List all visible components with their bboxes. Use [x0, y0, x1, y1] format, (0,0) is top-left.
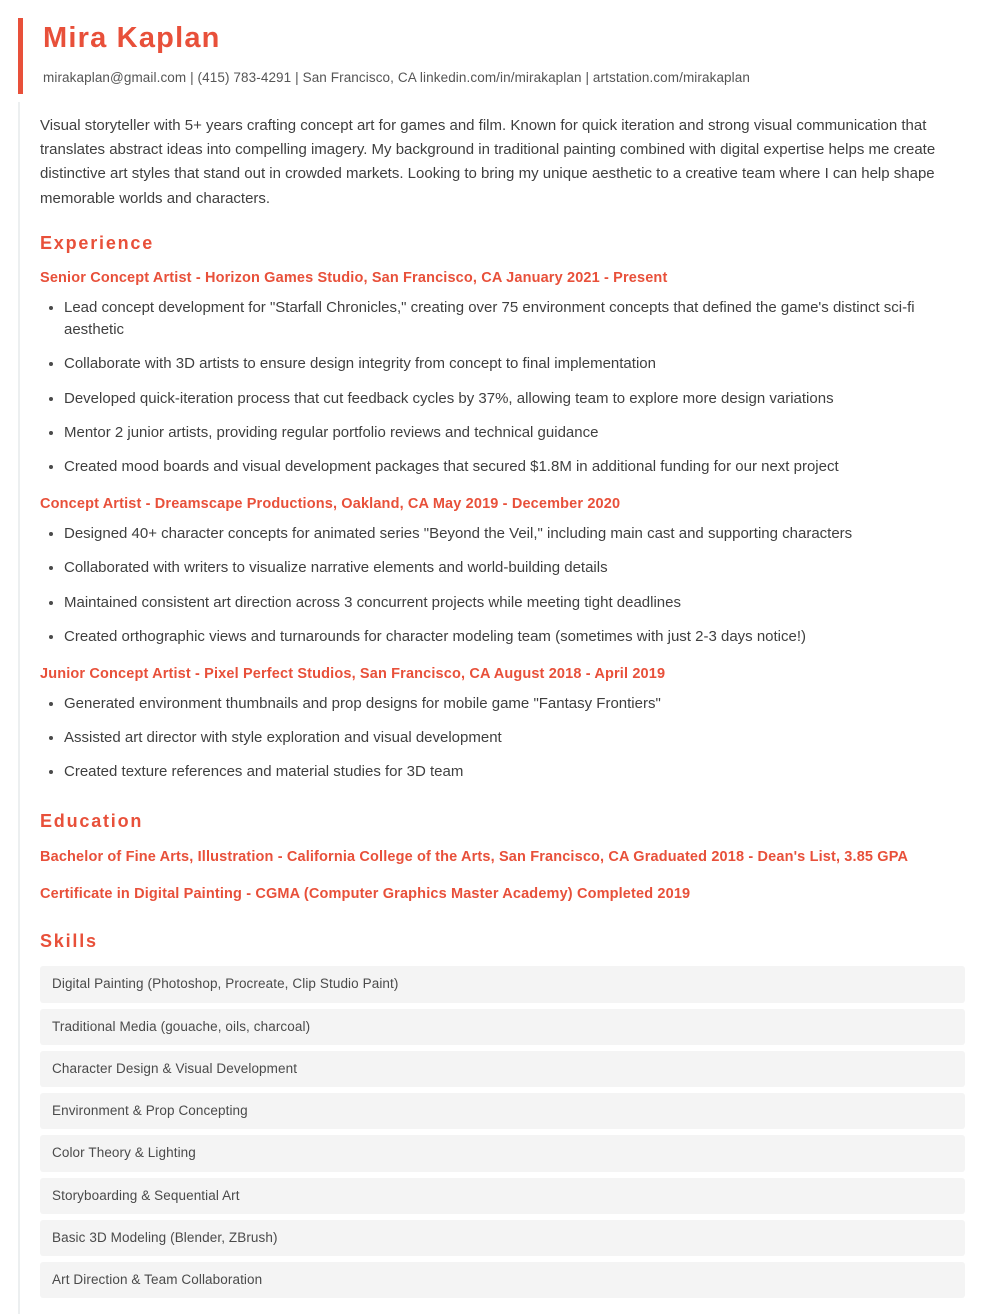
skills-section-title: Skills — [40, 931, 98, 952]
skill-pill: Digital Painting (Photoshop, Procreate, Clip Studio Paint) — [40, 966, 965, 1002]
skill-pill: Storyboarding & Sequential Art — [40, 1178, 965, 1214]
job-heading: Senior Concept Artist - Horizon Games Studio, San Francisco, CA January 2021 - Present — [40, 270, 668, 286]
skill-pill: Basic 3D Modeling (Blender, ZBrush) — [40, 1220, 965, 1256]
experience-section — [18, 217, 965, 795]
skills-item-list — [40, 966, 965, 1298]
education-item: Bachelor of Fine Arts, Illustration - California College of the Arts, San Francisco, CA Graduated 2018 - Dean's List, 3.85 GPA — [40, 849, 909, 866]
experience-section-title: Experience — [40, 233, 155, 253]
education-section-title: Education — [40, 811, 144, 832]
job-bullet-list — [40, 693, 965, 784]
resume-header — [18, 18, 965, 94]
summary-text: Visual storyteller with 5+ years crafting concept art for games and film. Known for quick iteration and strong visual communication that translates abstract ideas into compelling imagery. My background in traditional painting combined with digital expertise helps me create distinctive art styles that stand out in crowded markets. Looking to bring my unique aesthetic to a creative team where I can help shape memorable worlds and characters. — [40, 116, 936, 207]
experience-job-list — [40, 268, 965, 783]
experience-job — [40, 268, 965, 478]
job-bullet-list — [40, 297, 965, 478]
education-section — [18, 795, 965, 915]
job-bullet: Lead concept development for "Starfall Chronicles," creating over 75 environment concepts that defined the game's distinct sci-fi aesthetic — [62, 297, 965, 341]
job-bullet: Created texture references and material studies for 3D team — [62, 761, 965, 783]
skill-pill: Art Direction & Team Collaboration — [40, 1262, 965, 1298]
job-bullet: Created orthographic views and turnarounds for character modeling team (sometimes with just 2-3 days notice!) — [62, 626, 965, 648]
job-heading: Concept Artist - Dreamscape Productions, Oakland, CA May 2019 - December 2020 — [40, 496, 621, 513]
summary-section — [18, 102, 965, 217]
job-bullet: Collaborate with 3D artists to ensure design integrity from concept to final implementation — [62, 353, 965, 375]
skill-pill: Character Design & Visual Development — [40, 1051, 965, 1087]
contact-line: mirakaplan@gmail.com | (415) 783-4291 | San Francisco, CA linkedin.com/in/mirakaplan | artstation.com/mirakaplan — [43, 70, 750, 86]
education-item-list — [40, 846, 965, 905]
job-bullet: Created mood boards and visual development packages that secured $1.8M in additional funding for our next project — [62, 456, 965, 478]
experience-job — [40, 494, 965, 648]
skills-section — [18, 915, 965, 1314]
job-bullet-list — [40, 523, 965, 648]
job-bullet: Designed 40+ character concepts for animated series "Beyond the Veil," including main cast and supporting characters — [62, 523, 965, 545]
job-bullet: Maintained consistent art direction across 3 concurrent projects while meeting tight deadlines — [62, 592, 965, 614]
candidate-name: Mira Kaplan — [43, 22, 221, 54]
skill-pill: Color Theory & Lighting — [40, 1135, 965, 1171]
job-bullet: Assisted art director with style exploration and visual development — [62, 727, 965, 749]
job-bullet: Developed quick-iteration process that cut feedback cycles by 37%, allowing team to explore more design variations — [62, 388, 965, 410]
job-bullet: Mentor 2 junior artists, providing regular portfolio reviews and technical guidance — [62, 422, 965, 444]
job-heading: Junior Concept Artist - Pixel Perfect Studios, San Francisco, CA August 2018 - April 2019 — [40, 665, 666, 682]
skill-pill: Traditional Media (gouache, oils, charcoal) — [40, 1009, 965, 1045]
job-bullet: Collaborated with writers to visualize narrative elements and world-building details — [62, 557, 965, 579]
job-bullet: Generated environment thumbnails and prop designs for mobile game "Fantasy Frontiers" — [62, 693, 965, 715]
experience-job — [40, 664, 965, 784]
skill-pill: Environment & Prop Concepting — [40, 1093, 965, 1129]
education-item: Certificate in Digital Painting - CGMA (Computer Graphics Master Academy) Completed 2019 — [40, 885, 691, 902]
